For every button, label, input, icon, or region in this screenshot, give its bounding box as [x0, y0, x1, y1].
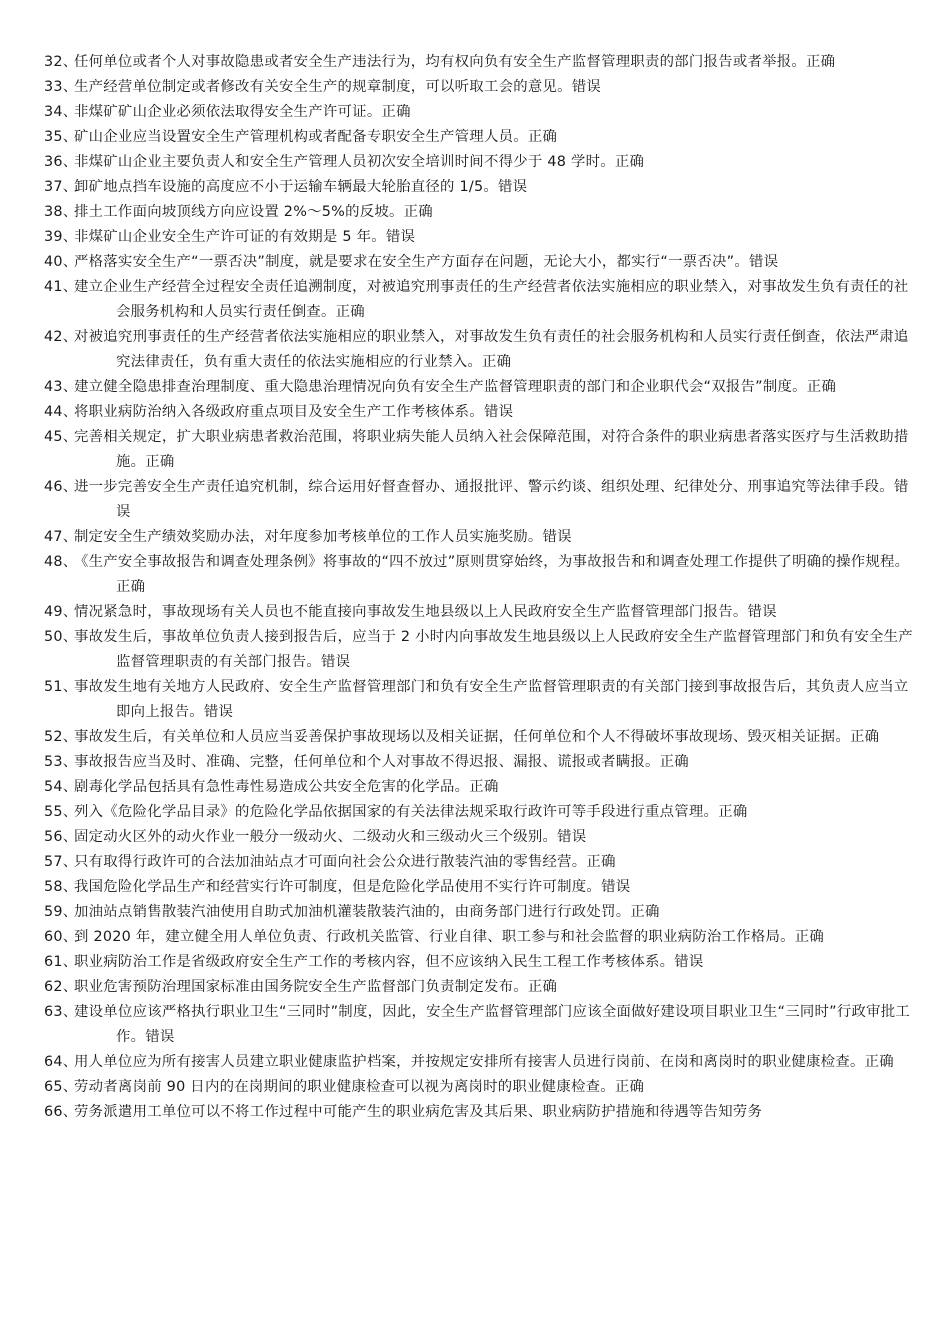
list-item: [0, 150, 950, 175]
list-item: [0, 800, 950, 825]
item-number: 37、: [44, 179, 78, 195]
item-number: 61、: [44, 954, 78, 970]
item-number: 41、: [44, 279, 78, 295]
item-number: 56、: [44, 829, 78, 845]
item-number: 66、: [44, 1104, 78, 1120]
list-item: [0, 875, 950, 900]
list-item: [0, 250, 950, 275]
list-item: [0, 1000, 950, 1050]
item-text: 矿山企业应当设置安全生产管理机构或者配备专职安全生产管理人员。正确: [74, 129, 558, 145]
list-item: [0, 750, 950, 775]
item-number: 62、: [44, 979, 78, 995]
list-item: [0, 275, 950, 325]
item-text: 加油站点销售散装汽油使用自助式加油机灌装散装汽油的，由商务部门进行行政处罚。正确: [74, 904, 660, 920]
list-item: [0, 425, 950, 475]
item-number: 43、: [44, 379, 78, 395]
list-item: [0, 950, 950, 975]
item-number: 34、: [44, 104, 78, 120]
list-item: [0, 550, 950, 600]
item-text: 列入《危险化学品目录》的危险化学品依据国家的有关法律法规采取行政许可等手段进行重点管理。正确: [74, 804, 748, 820]
item-text: 非煤矿山企业主要负责人和安全生产管理人员初次安全培训时间不得少于 48 学时。正确: [74, 154, 645, 170]
item-number: 59、: [44, 904, 78, 920]
item-text: 卸矿地点挡车设施的高度应不小于运输车辆最大轮胎直径的 1/5。错误: [74, 179, 528, 195]
item-number: 50、: [44, 629, 78, 645]
list-item: [0, 975, 950, 1000]
list-item: [0, 400, 950, 425]
item-text: 劳务派遣用工单位可以不将工作过程中可能产生的职业病危害及其后果、职业病防护措施和待遇等告知劳务: [74, 1104, 763, 1120]
item-text: 非煤矿矿山企业必须依法取得安全生产许可证。正确: [74, 104, 411, 120]
list-item: [0, 375, 950, 400]
item-number: 60、: [44, 929, 78, 945]
item-text: 《生产安全事故报告和调查处理条例》将事故的“四不放过”原则贯穿始终，为事故报告和和调查处理工作提供了明确的操作规程。正确: [74, 554, 910, 595]
list-item: [0, 225, 950, 250]
item-text: 完善相关规定，扩大职业病患者救治范围，将职业病失能人员纳入社会保障范围，对符合条件的职业病患者落实医疗与生活救助措施。正确: [74, 429, 909, 470]
item-number: 64、: [44, 1054, 78, 1070]
item-text: 用人单位应为所有接害人员建立职业健康监护档案，并按规定安排所有接害人员进行岗前、在岗和离岗时的职业健康检查。正确: [74, 1054, 894, 1070]
item-number: 38、: [44, 204, 78, 220]
item-number: 63、: [44, 1004, 78, 1020]
item-text: 建立健全隐患排查治理制度、重大隐患治理情况向负有安全生产监督管理职责的部门和企业职代会“双报告”制度。正确: [74, 379, 837, 395]
list-item: [0, 825, 950, 850]
item-text: 我国危险化学品生产和经营实行许可制度，但是危险化学品使用不实行许可制度。错误: [74, 879, 631, 895]
item-number: 36、: [44, 154, 78, 170]
item-number: 55、: [44, 804, 78, 820]
item-number: 65、: [44, 1079, 78, 1095]
item-text: 到 2020 年，建立健全用人单位负责、行政机关监管、行业自律、职工参与和社会监督的职业病防治工作格局。正确: [74, 929, 825, 945]
item-text: 剧毒化学品包括具有急性毒性易造成公共安全危害的化学品。正确: [74, 779, 499, 795]
item-number: 35、: [44, 129, 78, 145]
list-item: [0, 625, 950, 675]
list-item: [0, 125, 950, 150]
item-number: 49、: [44, 604, 78, 620]
list-item: [0, 925, 950, 950]
list-item: [0, 1100, 950, 1125]
item-text: 任何单位或者个人对事故隐患或者安全生产违法行为，均有权向负有安全生产监督管理职责的部门报告或者举报。正确: [74, 54, 836, 70]
list-item: [0, 1050, 950, 1075]
list-item: [0, 725, 950, 750]
item-number: 57、: [44, 854, 78, 870]
item-number: 54、: [44, 779, 78, 795]
item-text: 非煤矿山企业安全生产许可证的有效期是 5 年。错误: [74, 229, 416, 245]
list-item: [0, 325, 950, 375]
item-text: 对被追究刑事责任的生产经营者依法实施相应的职业禁入，对事故发生负有责任的社会服务机构和人员实行责任倒查，依法严肃追究法律责任，负有重大责任的依法实施相应的行业禁入。正确: [74, 329, 909, 370]
item-text: 将职业病防治纳入各级政府重点项目及安全生产工作考核体系。错误: [74, 404, 514, 420]
list-item: [0, 675, 950, 725]
item-text: 进一步完善安全生产责任追究机制，综合运用好督查督办、通报批评、警示约谈、组织处理、纪律处分、刑事追究等法律手段。错误: [74, 479, 909, 520]
item-number: 44、: [44, 404, 78, 420]
item-text: 职业危害预防治理国家标准由国务院安全生产监督部门负责制定发布。正确: [74, 979, 558, 995]
list-item: [0, 850, 950, 875]
item-text: 固定动火区外的动火作业一般分一级动火、二级动火和三级动火三个级别。错误: [74, 829, 587, 845]
item-number: 58、: [44, 879, 78, 895]
list-item: [0, 600, 950, 625]
item-text: 只有取得行政许可的合法加油站点才可面向社会公众进行散装汽油的零售经营。正确: [74, 854, 616, 870]
item-text: 事故发生地有关地方人民政府、安全生产监督管理部门和负有安全生产监督管理职责的有关部门接到事故报告后，其负责人应当立即向上报告。错误: [74, 679, 909, 720]
list-item: [0, 75, 950, 100]
item-text: 建立企业生产经营全过程安全责任追溯制度，对被追究刑事责任的生产经营者依法实施相应的职业禁入，对事故发生负有责任的社会服务机构和人员实行责任倒查。正确: [74, 279, 909, 320]
list-item: [0, 175, 950, 200]
item-number: 53、: [44, 754, 78, 770]
item-number: 48、: [44, 554, 78, 570]
item-number: 47、: [44, 529, 78, 545]
item-text: 排土工作面向坡顶线方向应设置 2%～5%的反坡。正确: [74, 204, 433, 220]
list-item: [0, 100, 950, 125]
item-number: 39、: [44, 229, 78, 245]
list-item: [0, 900, 950, 925]
item-number: 46、: [44, 479, 78, 495]
item-number: 52、: [44, 729, 78, 745]
list-item: [0, 200, 950, 225]
document-page: [0, 50, 950, 1125]
list-item: [0, 475, 950, 525]
item-text: 事故发生后，事故单位负责人接到报告后，应当于 2 小时内向事故发生地县级以上人民政府安全生产监督管理部门和负有安全生产监督管理职责的有关部门报告。错误: [74, 629, 913, 670]
item-text: 建设单位应该严格执行职业卫生“三同时”制度，因此，安全生产监督管理部门应该全面做好建设项目职业卫生“三同时”行政审批工作。错误: [74, 1004, 911, 1045]
item-text: 制定安全生产绩效奖励办法，对年度参加考核单位的工作人员实施奖励。错误: [74, 529, 572, 545]
item-text: 事故报告应当及时、准确、完整，任何单位和个人对事故不得迟报、漏报、谎报或者瞒报。正确: [74, 754, 689, 770]
item-text: 劳动者离岗前 90 日内的在岗期间的职业健康检查可以视为离岗时的职业健康检查。正确: [74, 1079, 645, 1095]
list-item: [0, 775, 950, 800]
list-item: [0, 50, 950, 75]
item-number: 42、: [44, 329, 78, 345]
list-item: [0, 1075, 950, 1100]
item-text: 严格落实安全生产“一票否决”制度，就是要求在安全生产方面存在问题，无论大小，都实行“一票否决”。错误: [74, 254, 779, 270]
item-number: 51、: [44, 679, 78, 695]
item-text: 情况紧急时，事故现场有关人员也不能直接向事故发生地县级以上人民政府安全生产监督管理部门报告。错误: [74, 604, 777, 620]
item-number: 45、: [44, 429, 78, 445]
item-text: 生产经营单位制定或者修改有关安全生产的规章制度，可以听取工会的意见。错误: [74, 79, 602, 95]
item-number: 33、: [44, 79, 78, 95]
item-number: 40、: [44, 254, 78, 270]
item-number: 32、: [44, 54, 78, 70]
item-text: 职业病防治工作是省级政府安全生产工作的考核内容，但不应该纳入民生工程工作考核体系。错误: [74, 954, 704, 970]
item-text: 事故发生后，有关单位和人员应当妥善保护事故现场以及相关证据，任何单位和个人不得破坏事故现场、毁灭相关证据。正确: [74, 729, 880, 745]
list-item: [0, 525, 950, 550]
